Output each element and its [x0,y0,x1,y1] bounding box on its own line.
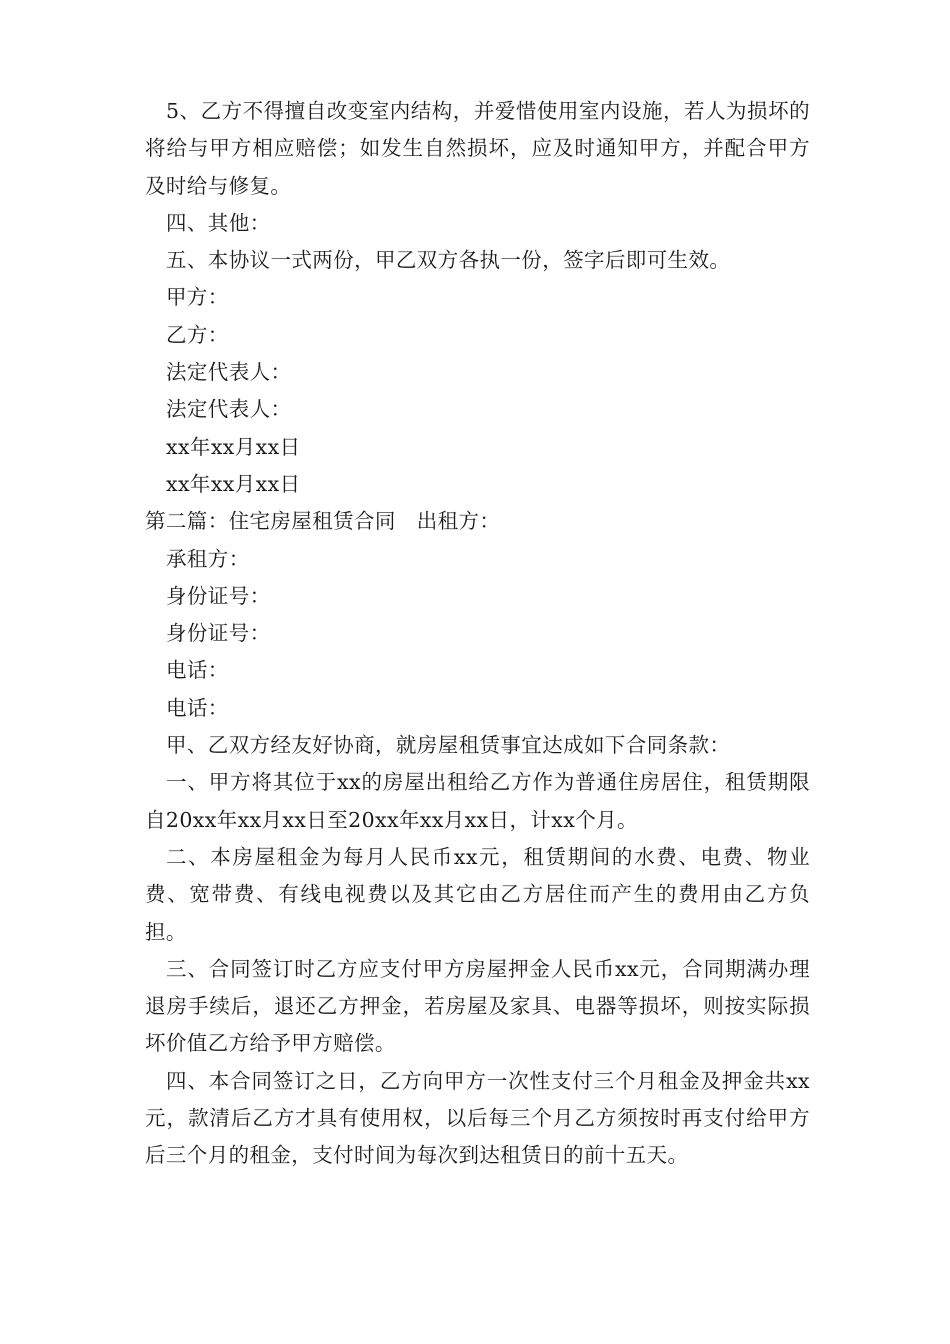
id-number-label: 身份证号： [166,621,271,646]
clause-paragraph: 二、本房屋租金为每月人民币xx元，租赁期间的水费、电费、物业费、宽带费、有线电视费以及其它由乙方居住而产生的费用由乙方负担。 [145,844,810,944]
party-a-label: 甲方： [166,285,229,310]
id-number-label: 身份证号： [166,583,271,608]
legal-representative-label: 法定代表人： [166,360,292,385]
document-body [145,93,810,1175]
clause-paragraph: 三、合同签订时乙方应支付甲方房屋押金人民币xx元，合同期满办理退房手续后，退还乙方押金，若房屋及家具、电器等损坏，则按实际损坏价值乙方给予甲方赔偿。 [145,956,810,1056]
chapter-title: 第二篇：住宅房屋租赁合同 出租方： [145,509,501,534]
phone-label: 电话： [166,695,229,720]
party-b-label: 乙方： [166,322,229,347]
clause-paragraph: 四、本合同签订之日，乙方向甲方一次性支付三个月租金及押金共xx元，款清后乙方才具有使用权，以后每三个月乙方须按时再支付给甲方后三个月的租金，支付时间为每次到达租赁日的前十五天。 [145,1068,810,1168]
clause-paragraph: 五、本协议一式两份，甲乙双方各执一份，签字后即可生效。 [166,248,731,273]
agreement-intro: 甲、乙双方经友好协商，就房屋租赁事宜达成如下合同条款： [166,733,731,758]
lessee-label: 承租方： [166,546,250,571]
phone-label: 电话： [166,658,229,683]
signature-date: xx年xx月xx日 [166,471,301,496]
signature-date: xx年xx月xx日 [166,434,301,459]
clause-paragraph: 5、乙方不得擅自改变室内结构，并爱惜使用室内设施，若人为损坏的将给与甲方相应赔偿；如发生自然损坏，应及时通知甲方，并配合甲方及时给与修复。 [145,99,810,198]
legal-representative-label: 法定代表人： [166,397,292,422]
section-heading-other: 四、其他： [166,210,271,235]
clause-paragraph: 一、甲方将其位于xx的房屋出租给乙方作为普通住房居住，租赁期限自20xx年xx月xx日至20xx年xx月xx日，计xx个月。 [145,770,810,832]
